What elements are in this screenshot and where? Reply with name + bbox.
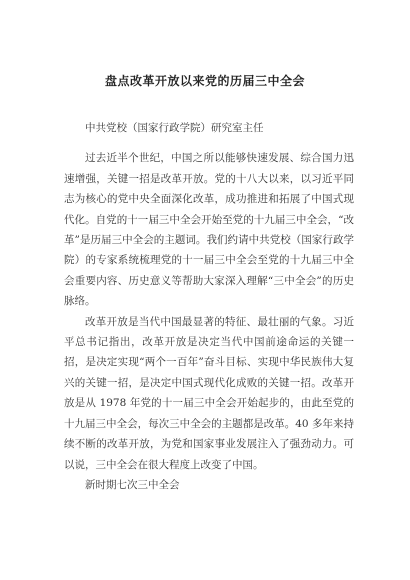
body-paragraph-2: 改革开放是当代中国最显著的特征、最壮丽的气象。习近平总书记指出，改革开放是决定当代中国前途命运的关键一招，是决定实现“两个一百年”奋斗目标、实现中华民族伟大复兴的关键一招，是决定中国式现代化成败的关键一招。改革开放是从 1978 年党的十一届三中全会开始起步的，由此至党的十九届三中全会，每次三中全会的主题都是改革。40 多年来持续不断的改革开放，为党和国家事业发展注入了强劲动力。可以说，三中全会在很大程度上改变了中国。 bbox=[64, 315, 354, 471]
document-title: 盘点改革开放以来党的历届三中全会 bbox=[104, 74, 305, 88]
author-line: 中共党校（国家行政学院）研究室主任 bbox=[85, 122, 264, 134]
section-heading: 新时期七次三中全会 bbox=[85, 478, 180, 491]
body-paragraph-1: 过去近半个世纪，中国之所以能够快速发展、综合国力迅速增强，关键一招是改革开放。党的十八大以来，以习近平同志为核心的党中央全面深化改革，成功推进和拓展了中国式现代化。自党的十一届三中全会开始至党的十九届三中全会，“改革”是历届三中全会的主题词。我们约请中共党校（国家行政学院）的专家系统梳理党的十一届三中全会至党的十九届三中全会重要内容、历史意义等帮助大家深入理解“三中全会”的历史脉络。 bbox=[64, 152, 354, 308]
document-body bbox=[64, 118, 354, 495]
